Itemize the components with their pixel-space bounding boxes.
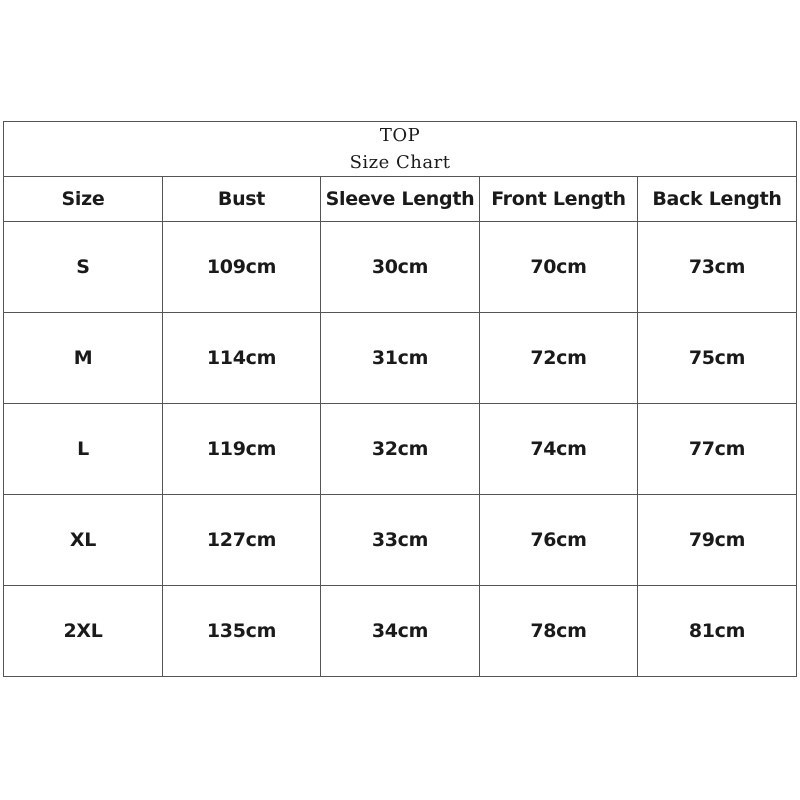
table-row xyxy=(4,495,797,586)
bust-cell: 114cm xyxy=(163,313,321,404)
column-header-sleeve-length: Sleeve Length xyxy=(321,177,480,222)
title-row xyxy=(4,122,797,177)
bust-cell: 119cm xyxy=(163,404,321,495)
size-cell: 2XL xyxy=(4,586,163,677)
table-title-cell xyxy=(4,122,797,177)
sleeve-length-cell: 34cm xyxy=(321,586,480,677)
table-row xyxy=(4,222,797,313)
back-length-cell: 77cm xyxy=(638,404,797,495)
table-subtitle: Size Chart xyxy=(349,152,451,173)
sleeve-length-cell: 33cm xyxy=(321,495,480,586)
header-row xyxy=(4,177,797,222)
bust-cell: 127cm xyxy=(163,495,321,586)
front-length-cell: 78cm xyxy=(480,586,638,677)
column-header-bust: Bust xyxy=(163,177,321,222)
back-length-cell: 75cm xyxy=(638,313,797,404)
sleeve-length-cell: 31cm xyxy=(321,313,480,404)
front-length-cell: 76cm xyxy=(480,495,638,586)
table-title: TOP xyxy=(379,125,421,146)
table-row xyxy=(4,404,797,495)
front-length-cell: 74cm xyxy=(480,404,638,495)
bust-cell: 109cm xyxy=(163,222,321,313)
front-length-cell: 72cm xyxy=(480,313,638,404)
sleeve-length-cell: 32cm xyxy=(321,404,480,495)
table-row xyxy=(4,313,797,404)
back-length-cell: 73cm xyxy=(638,222,797,313)
column-header-back-length: Back Length xyxy=(638,177,797,222)
size-cell: XL xyxy=(4,495,163,586)
column-header-size: Size xyxy=(4,177,163,222)
back-length-cell: 81cm xyxy=(638,586,797,677)
bust-cell: 135cm xyxy=(163,586,321,677)
size-cell: S xyxy=(4,222,163,313)
size-chart-table xyxy=(3,121,797,677)
size-cell: M xyxy=(4,313,163,404)
column-header-front-length: Front Length xyxy=(480,177,638,222)
sleeve-length-cell: 30cm xyxy=(321,222,480,313)
back-length-cell: 79cm xyxy=(638,495,797,586)
front-length-cell: 70cm xyxy=(480,222,638,313)
table-row xyxy=(4,586,797,677)
size-cell: L xyxy=(4,404,163,495)
